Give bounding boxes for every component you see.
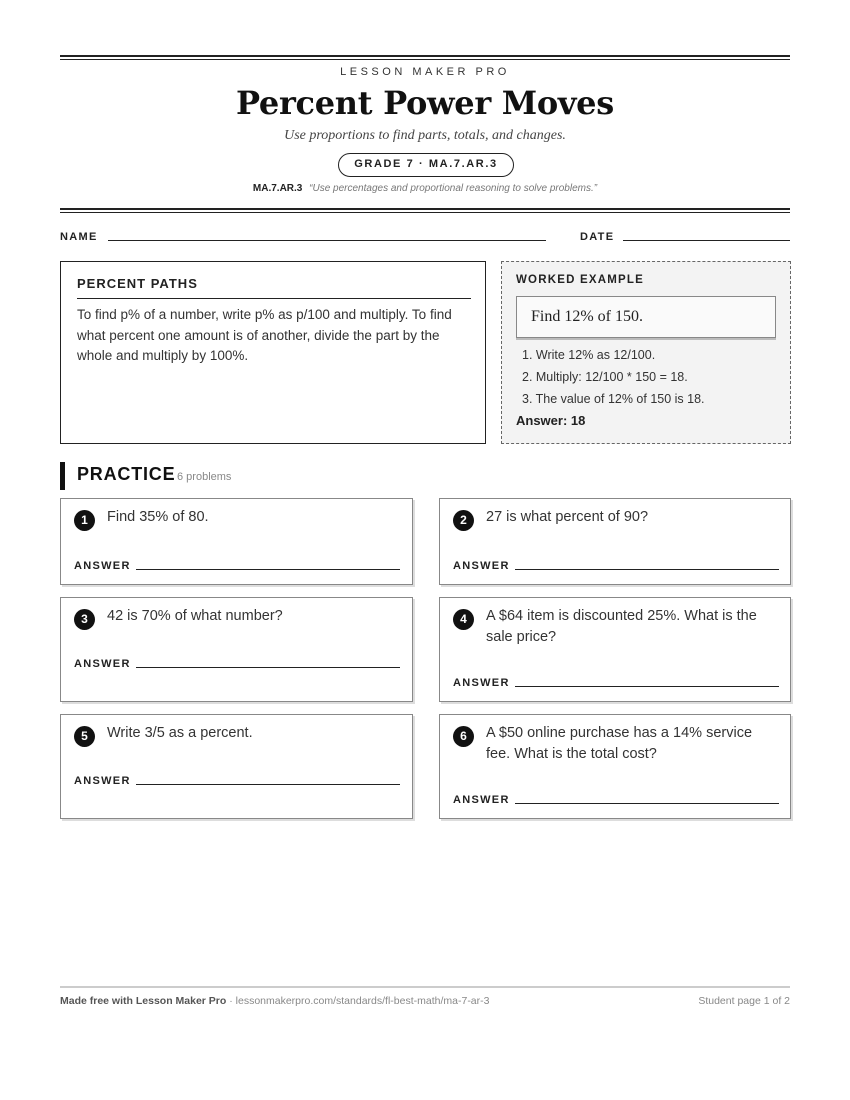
standard-code: MA.7.AR.3 <box>252 183 303 194</box>
worked-example-steps <box>522 344 705 410</box>
standard-text: “Use percentages and proportional reasoning to solve problems.” <box>309 183 598 194</box>
percent-paths-box <box>60 261 486 444</box>
problem-number-badge: 3 <box>74 609 95 630</box>
answer-field[interactable] <box>136 667 400 668</box>
worked-example-step: 3. The value of 12% of 150 is 18. <box>522 392 705 406</box>
problem-number-badge: 5 <box>74 726 95 747</box>
answer-field[interactable] <box>136 569 400 570</box>
problem-number-badge: 2 <box>453 510 474 531</box>
worked-example-step: 2. Multiply: 12/100 * 150 = 18. <box>522 370 688 384</box>
problem-card-4 <box>439 597 791 702</box>
problem-text: Find 35% of 80. <box>107 509 209 525</box>
standard-line <box>0 183 850 194</box>
header-bottom-rule <box>60 208 790 213</box>
problem-card-5 <box>60 714 413 819</box>
worked-example-answer: Answer: 18 <box>516 413 586 428</box>
practice-accent-bar <box>60 462 65 490</box>
problem-text: 42 is 70% of what number? <box>107 608 283 624</box>
problem-card-1 <box>60 498 413 585</box>
problem-card-3 <box>60 597 413 702</box>
date-label: DATE <box>580 231 615 243</box>
answer-field[interactable] <box>515 686 779 687</box>
footer-credit <box>60 995 489 1007</box>
percent-paths-body: To find p% of a number, write p% as p/100 and multiply. To find what percent one amount is of another, divide the part by the whole and multiply by 100%. <box>77 307 452 363</box>
footer-made-with: Made free with Lesson Maker Pro <box>60 995 227 1007</box>
brand-name: LESSON MAKER PRO <box>340 66 510 78</box>
answer-label: ANSWER <box>74 658 131 670</box>
answer-label: ANSWER <box>453 677 510 689</box>
worked-example-heading: WORKED EXAMPLE <box>516 274 644 286</box>
problem-text: A $50 online purchase has a 14% service fee. What is the total cost? <box>486 725 753 762</box>
answer-field[interactable] <box>515 803 779 804</box>
problem-text: Write 3/5 as a percent. <box>107 725 253 741</box>
header-top-rule <box>60 55 790 60</box>
percent-paths-divider <box>77 298 471 299</box>
answer-label: ANSWER <box>453 794 510 806</box>
problem-card-6 <box>439 714 791 819</box>
worked-example-step: 1. Write 12% as 12/100. <box>522 348 656 362</box>
answer-field[interactable] <box>136 784 400 785</box>
problem-number-badge: 1 <box>74 510 95 531</box>
worksheet-subtitle: Use proportions to find parts, totals, and changes. <box>284 128 566 143</box>
worked-example-problem: Find 12% of 150. <box>516 296 776 338</box>
problem-text: 27 is what percent of 90? <box>486 509 649 525</box>
problem-text: A $64 item is discounted 25%. What is the sale price? <box>486 608 757 645</box>
answer-label: ANSWER <box>74 775 131 787</box>
answer-label: ANSWER <box>453 560 510 572</box>
problem-card-2 <box>439 498 791 585</box>
answer-label: ANSWER <box>74 560 131 572</box>
footer-page-number: Student page 1 of 2 <box>698 995 790 1007</box>
date-field[interactable] <box>623 240 790 241</box>
worksheet-title: Percent Power Moves <box>236 84 614 122</box>
practice-count: 6 problems <box>177 471 232 483</box>
problem-number-badge: 4 <box>453 609 474 630</box>
footer-url[interactable]: · lessonmakerpro.com/standards/fl-best-math/ma-7-ar-3 <box>226 995 490 1007</box>
name-label: NAME <box>60 231 98 243</box>
footer-rule <box>60 986 790 988</box>
grade-badge: GRADE 7 · MA.7.AR.3 <box>338 153 514 177</box>
problem-number-badge: 6 <box>453 726 474 747</box>
worked-example-box <box>501 261 791 444</box>
answer-field[interactable] <box>515 569 779 570</box>
practice-title: PRACTICE <box>77 464 176 484</box>
name-field[interactable] <box>108 240 546 241</box>
percent-paths-heading: PERCENT PATHS <box>77 276 198 291</box>
